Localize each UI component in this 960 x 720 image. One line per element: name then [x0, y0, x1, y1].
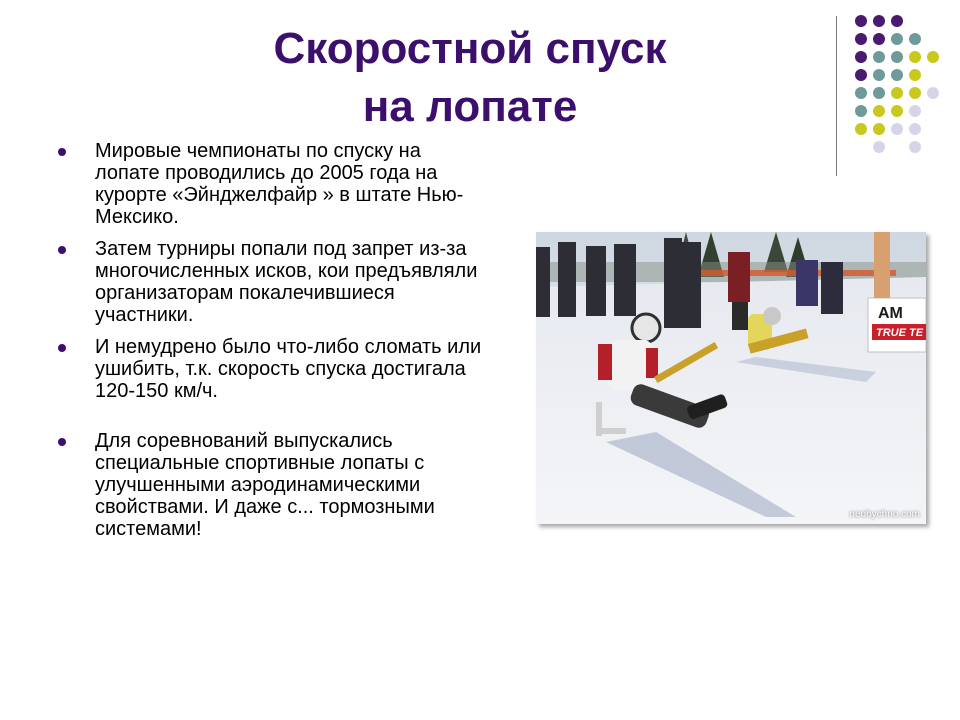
bullet-item [55, 238, 485, 326]
dot-teal [855, 87, 867, 99]
dot-lavender [909, 141, 921, 153]
dot-purple [855, 69, 867, 81]
dot-teal [891, 69, 903, 81]
dot-lavender [909, 105, 921, 117]
dot-purple [873, 15, 885, 27]
dot-yellow [891, 105, 903, 117]
dot-yellow [891, 87, 903, 99]
dot-purple [855, 33, 867, 45]
dot-lavender [927, 87, 939, 99]
dot-yellow [909, 69, 921, 81]
dot-teal [891, 51, 903, 63]
bullet-text: Для соревнований выпускались специальные спортивные лопаты с улучшенными аэродинамическими свойствами. И даже с... тормозными системами! [95, 430, 435, 540]
dot-yellow [909, 51, 921, 63]
bullet-dot-icon [58, 438, 66, 446]
dot-yellow [855, 123, 867, 135]
dot-yellow [927, 51, 939, 63]
bullet-list [55, 140, 485, 550]
dot-purple [873, 33, 885, 45]
bullet-item [55, 140, 485, 228]
dot-teal [891, 33, 903, 45]
dot-yellow [909, 87, 921, 99]
bullet-dot-icon [58, 246, 66, 254]
dot-teal [873, 69, 885, 81]
dot-lavender [909, 123, 921, 135]
dot-yellow [873, 105, 885, 117]
shovel-race-photo [536, 232, 926, 524]
bullet-dot-icon [58, 344, 66, 352]
bullet-text: Затем турниры попали под запрет из-за многочисленных исков, кои предъявляли организаторам покалечившиеся участники. [95, 238, 478, 326]
bullet-item [55, 336, 485, 402]
bullet-dot-icon [58, 148, 66, 156]
dot-teal [855, 105, 867, 117]
dot-lavender [873, 141, 885, 153]
photo-watermark: neobychno.com [849, 509, 920, 520]
bullet-text: И немудрено было что-либо сломать или ушибить, т.к. скорость спуска достигала 120-150 км/ч. [95, 336, 482, 402]
slide-title-line2: на лопате [362, 82, 578, 131]
dot-lavender [891, 123, 903, 135]
dot-purple [891, 15, 903, 27]
banner-text-1: AM [878, 305, 903, 322]
bullet-text: Мировые чемпионаты по спуску на лопате проводились до 2005 года на курорте «Эйнджелфайр » в штате Нью-Мексико. [95, 140, 464, 228]
photo-illustration [536, 232, 926, 524]
slide-title-line1: Скоростной спуск [273, 24, 667, 73]
bullet-item [55, 430, 485, 540]
banner-text-2: TRUE TE [876, 327, 924, 339]
dot-teal [909, 33, 921, 45]
dot-purple [855, 15, 867, 27]
dot-yellow [873, 123, 885, 135]
dot-purple [855, 51, 867, 63]
dot-teal [873, 87, 885, 99]
dot-teal [873, 51, 885, 63]
